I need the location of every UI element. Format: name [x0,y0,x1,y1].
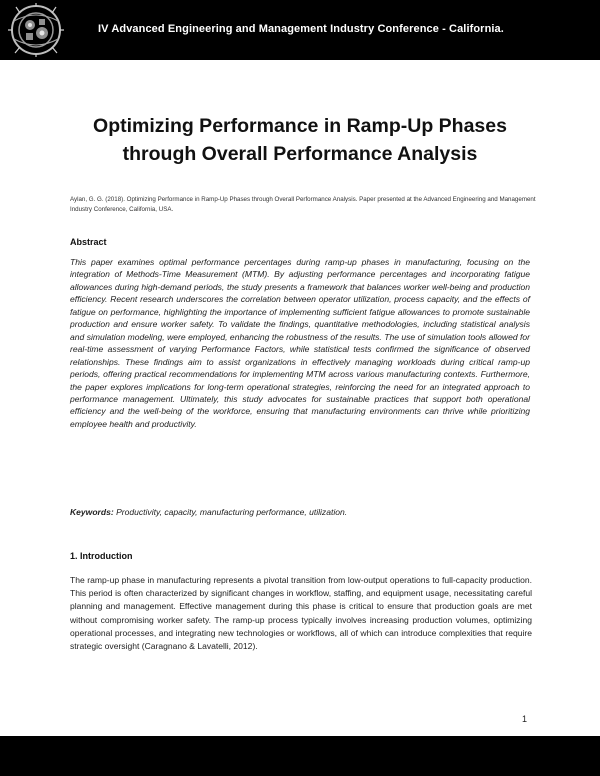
introduction-body: The ramp-up phase in manufacturing represents a pivotal transition from low-output operations to full-capacity production. This period is often characterized by significant changes in workflow, staffing, and equipment usage, necessitating careful planning and management. Effective management during this phase is critical to ensure that production goals are met without compromising worker safety. The ramp-up process typically involves increasing production volumes, optimizing operational processes, and integrating new technologies or workflows, all of which can introduce complexities that require strategic oversight (Caragnano & Lavatelli, 2012). [70,575,532,652]
header-bar [0,0,600,60]
citation: Aylan, G. G. (2018). Optimizing Performance in Ramp-Up Phases through Overall Performance Analysis. Paper presented at the Advanced Engineering and Management Industry Conference, California, USA. [70,196,536,213]
keywords [70,507,540,517]
keywords-label: Keywords: [70,507,114,517]
paper-title [40,112,560,168]
page-number: 1 [522,714,528,724]
paper-title-line-1: Optimizing Performance in Ramp-Up Phases [93,115,507,137]
abstract-body: This paper examines optimal performance percentages during ramp-up phases in manufacturing, focusing on the integration of Methods-Time Measurement (MTM). By adjusting performance percentages and incorporating fatigue allowances during high-demand periods, the study presents a framework that balances worker well-being and production efficiency. Recent research underscores the correlation between operator utilization, process capacity, and the effects of fatigue on performance, highlighting the importance of implementing sufficient fatigue allowances to promote sustainable production and ensure worker safety. To validate the findings, quantitative methodologies, including statistical analysis and simulation modeling, were employed, enhancing the robustness of the results. The use of simulation tools allowed for real-time assessment of varying Performance Factors, while statistical tests confirmed the significance of observed relationships. These findings aim to assist organizations in effectively managing workloads during critical ramp-up periods, offering practical recommendations for implementing MTM across various manufacturing contexts. Furthermore, the paper explores implications for long-term operational strategies, reinforcing the need for an integrated approach to performance management. Ultimately, this study advocates for sustainable practices that support both operational efficiency and the well-being of the workforce, ensuring that manufacturing environments can thrive while prioritizing employee health and productivity. [70,257,530,429]
conference-title: IV Advanced Engineering and Management Industry Conference - California. [98,23,504,35]
abstract-heading: Abstract [70,237,107,247]
keywords-text: Productivity, capacity, manufacturing performance, utilization. [113,507,348,517]
paper-title-line-2: through Overall Performance Analysis [122,143,478,165]
conference-logo-icon [6,3,66,57]
footer-bar [0,736,600,776]
introduction-heading: 1. Introduction [70,551,133,561]
